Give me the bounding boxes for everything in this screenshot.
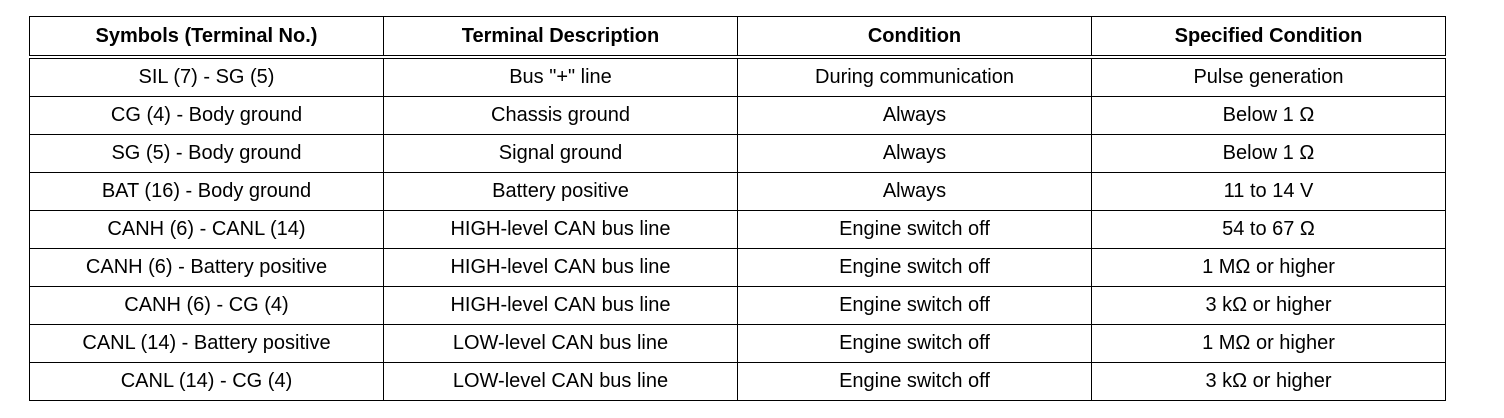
- cell-terminal-description: Signal ground: [384, 135, 738, 173]
- cell-condition: Engine switch off: [738, 211, 1092, 249]
- table-row: [30, 249, 1446, 287]
- cell-symbols: CANL (14) - Battery positive: [30, 325, 384, 363]
- cell-condition: Engine switch off: [738, 287, 1092, 325]
- cell-symbols: CANH (6) - Battery positive: [30, 249, 384, 287]
- terminal-spec-table: [29, 16, 1446, 401]
- cell-symbols: SG (5) - Body ground: [30, 135, 384, 173]
- cell-terminal-description: Battery positive: [384, 173, 738, 211]
- header-specified-condition: Specified Condition: [1092, 17, 1446, 58]
- table-header-row: [30, 17, 1446, 58]
- header-symbols: Symbols (Terminal No.): [30, 17, 384, 58]
- table-row: [30, 211, 1446, 249]
- cell-terminal-description: LOW-level CAN bus line: [384, 363, 738, 401]
- cell-specified-condition: 11 to 14 V: [1092, 173, 1446, 211]
- cell-specified-condition: Below 1 Ω: [1092, 97, 1446, 135]
- cell-specified-condition: 1 MΩ or higher: [1092, 249, 1446, 287]
- cell-terminal-description: HIGH-level CAN bus line: [384, 249, 738, 287]
- cell-condition: Always: [738, 173, 1092, 211]
- cell-specified-condition: 1 MΩ or higher: [1092, 325, 1446, 363]
- cell-terminal-description: HIGH-level CAN bus line: [384, 287, 738, 325]
- table-row: [30, 173, 1446, 211]
- header-condition: Condition: [738, 17, 1092, 58]
- cell-condition: Always: [738, 97, 1092, 135]
- cell-specified-condition: Pulse generation: [1092, 57, 1446, 97]
- cell-terminal-description: LOW-level CAN bus line: [384, 325, 738, 363]
- cell-condition: Engine switch off: [738, 363, 1092, 401]
- terminal-spec-table-container: [29, 16, 1445, 401]
- cell-symbols: CANL (14) - CG (4): [30, 363, 384, 401]
- cell-symbols: SIL (7) - SG (5): [30, 57, 384, 97]
- table-row: [30, 287, 1446, 325]
- header-terminal-description: Terminal Description: [384, 17, 738, 58]
- cell-symbols: BAT (16) - Body ground: [30, 173, 384, 211]
- cell-condition: Engine switch off: [738, 249, 1092, 287]
- cell-specified-condition: 3 kΩ or higher: [1092, 363, 1446, 401]
- cell-specified-condition: 3 kΩ or higher: [1092, 287, 1446, 325]
- table-row: [30, 135, 1446, 173]
- cell-terminal-description: Chassis ground: [384, 97, 738, 135]
- cell-condition: Always: [738, 135, 1092, 173]
- table-row: [30, 57, 1446, 97]
- cell-condition: During communication: [738, 57, 1092, 97]
- cell-terminal-description: HIGH-level CAN bus line: [384, 211, 738, 249]
- cell-symbols: CANH (6) - CG (4): [30, 287, 384, 325]
- table-row: [30, 363, 1446, 401]
- cell-condition: Engine switch off: [738, 325, 1092, 363]
- table-row: [30, 325, 1446, 363]
- cell-terminal-description: Bus "+" line: [384, 57, 738, 97]
- cell-symbols: CANH (6) - CANL (14): [30, 211, 384, 249]
- cell-specified-condition: 54 to 67 Ω: [1092, 211, 1446, 249]
- table-row: [30, 97, 1446, 135]
- cell-symbols: CG (4) - Body ground: [30, 97, 384, 135]
- cell-specified-condition: Below 1 Ω: [1092, 135, 1446, 173]
